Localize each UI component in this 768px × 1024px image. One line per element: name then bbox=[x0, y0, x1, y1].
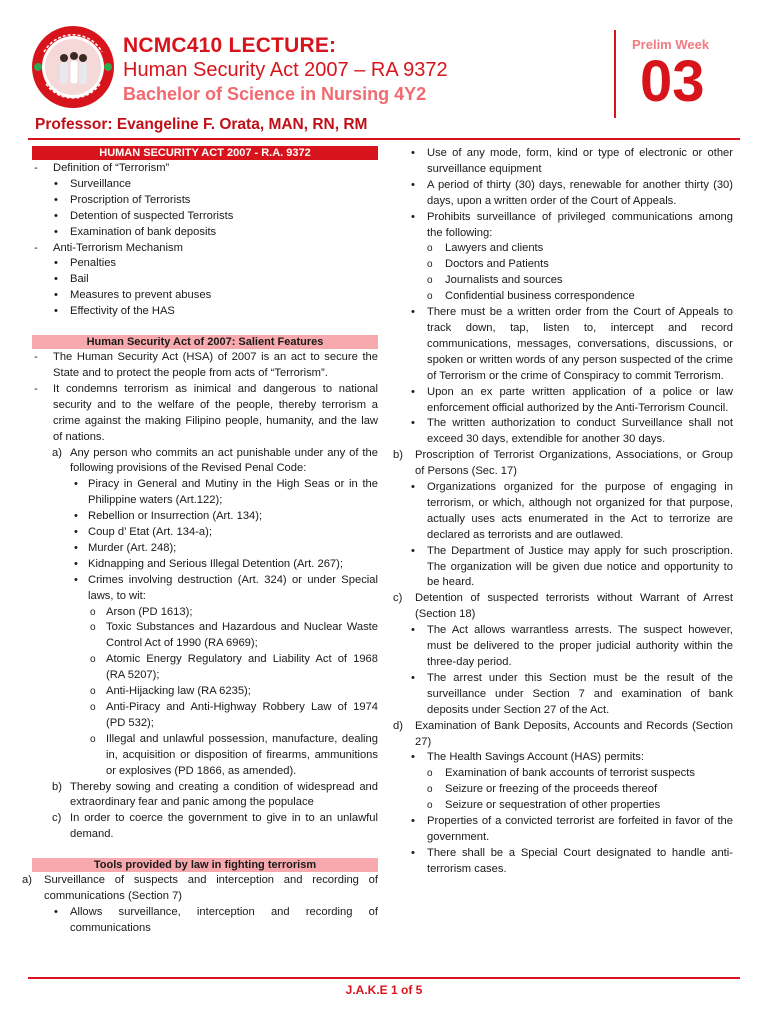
list-item: o Arson (PD 1613); bbox=[90, 605, 193, 618]
week-number: 03 bbox=[640, 49, 705, 114]
list-item: • There must be a written order from the Court of Appeals to track down, tap, listen to, intercept and record communications, messages, conversations, discussions, or spoken or written words of any person suspected of the crime of Terrorism or the crime of Conspiracy to commit Terrorism. bbox=[411, 306, 733, 382]
list-item: o Doctors and Patients bbox=[427, 258, 549, 271]
list-item: o Seizure or sequestration of other properties bbox=[427, 799, 661, 812]
list-item: • The Health Savings Account (HAS) permits: bbox=[411, 751, 645, 764]
list-item: c) In order to coerce the government to give in to an unlawful demand. bbox=[52, 812, 378, 841]
list-item: • Upon an ex parte written application of a police or law enforcement official authorized by the Anti-Terrorism Council. bbox=[411, 385, 733, 414]
list-item: b) Proscription of Terrorist Organizations, Associations, or Group of Persons (Sec. 17) bbox=[393, 449, 733, 478]
right-column bbox=[393, 146, 733, 878]
list-item: • Properties of a convicted terrorist are forfeited in favor of the government. bbox=[411, 815, 733, 843]
list-item: c) Detention of suspected terrorists without Warrant of Arrest (Section 18) bbox=[393, 592, 733, 621]
list-item: - Definition of “Terrorism” bbox=[34, 162, 170, 174]
list-item: • The arrest under this Section must be the result of the surveillance under Section 7 and examination of bank deposits under Section 27 of the Act. bbox=[411, 671, 733, 716]
list-item: - It condemns terrorism as inimical and dangerous to national security and to the welfare of the people, thereby terrorism a crime against the making Filipino people, humanity, and the law of nations. bbox=[34, 382, 378, 443]
list-item: o Lawyers and clients bbox=[427, 242, 544, 255]
list-item: • The written authorization to conduct Surveillance shall not exceed 30 days, extendible for another 30 days. bbox=[411, 417, 733, 446]
list-item: • Rebellion or Insurrection (Art. 134); bbox=[74, 510, 263, 523]
list-item: o Anti-Piracy and Anti-Highway Robbery Law of 1974 (PD 532); bbox=[90, 701, 378, 729]
list-item: d) Examination of Bank Deposits, Accounts and Records (Section 27) bbox=[393, 719, 733, 748]
list-item: o Examination of bank accounts of terrorist suspects bbox=[427, 767, 695, 780]
list-item: • Detention of suspected Terrorists bbox=[54, 209, 234, 222]
list-item: a) Surveillance of suspects and interception and recording of communications (Section 7) bbox=[22, 874, 378, 903]
list-item: • Bail bbox=[54, 273, 89, 286]
page-footer: J.A.K.E 1 of 5 bbox=[345, 983, 423, 997]
lecture-title: NCMC410 LECTURE: bbox=[123, 34, 337, 57]
list-item: • The Department of Justice may apply for such proscription. The organization will be given due notice and opportunity to be heard. bbox=[411, 544, 733, 589]
section-heading: Tools provided by law in fighting terrorism bbox=[32, 858, 378, 872]
list-item: • Penalties bbox=[54, 257, 117, 270]
list-item: • Proscription of Terrorists bbox=[54, 193, 191, 206]
list-item: • Murder (Art. 248); bbox=[74, 541, 177, 554]
list-item: • The Act allows warrantless arrests. The suspect however, must be delivered to the proper judicial authority within the three-day period. bbox=[411, 624, 733, 668]
list-item: • Prohibits surveillance of privileged communications among the following: bbox=[411, 210, 733, 239]
section-heading: HUMAN SECURITY ACT 2007 - R.A. 9372 bbox=[32, 146, 378, 160]
header-divider bbox=[614, 30, 616, 118]
list-item: - Anti-Terrorism Mechanism bbox=[34, 241, 183, 254]
list-item: • Organizations organized for the purpose of engaging in terrorism, or which, although not organized for that purpose, actually uses acts enumerated in the Act to terrorize are declared as terrorists and are outlawed. bbox=[411, 481, 733, 541]
professor-line: Professor: Evangeline F. Orata, MAN, RN, RM bbox=[35, 116, 368, 133]
page-header bbox=[0, 0, 768, 140]
course-name: Bachelor of Science in Nursing 4Y2 bbox=[123, 84, 427, 104]
list-item: • Crimes involving destruction (Art. 324) or under Special laws, to wit: bbox=[74, 573, 378, 602]
list-item: o Seizure or freezing of the proceeds thereof bbox=[427, 783, 658, 796]
list-item: • Piracy in General and Mutiny in the High Seas or in the Philippine waters (Art.122); bbox=[74, 478, 378, 507]
list-item: b) Thereby sowing and creating a condition of widespread and extraordinary fear and panic among the populace bbox=[52, 780, 378, 809]
list-item: o Anti-Hijacking law (RA 6235); bbox=[90, 685, 251, 698]
list-item: • Kidnapping and Serious Illegal Detention (Art. 267); bbox=[74, 557, 343, 570]
section-heading: Human Security Act of 2007: Salient Features bbox=[32, 335, 378, 349]
list-item: • Surveillance bbox=[54, 177, 131, 190]
list-item: • Effectivity of the HAS bbox=[54, 305, 175, 318]
list-item: o Journalists and sources bbox=[427, 274, 563, 287]
list-item: o Toxic Substances and Hazardous and Nuclear Waste Control Act of 1990 (RA 6969); bbox=[90, 621, 378, 650]
list-item: • Use of any mode, form, kind or type of electronic or other surveillance equipment bbox=[411, 147, 733, 175]
list-item: o Illegal and unlawful possession, manufacture, dealing in, acquisition or disposition of firearms, ammunitions or explosives (PD 1866, as amended). bbox=[90, 732, 378, 777]
header-rule bbox=[28, 138, 740, 140]
list-item: o Confidential business correspondence bbox=[427, 290, 635, 303]
list-item: • Examination of bank deposits bbox=[54, 225, 217, 238]
list-item: a) Any person who commits an act punishable under any of the following provisions of the Revised Penal Code: bbox=[52, 446, 378, 475]
list-item: o Atomic Energy Regulatory and Liability Act of 1968 (RA 5207); bbox=[90, 653, 378, 682]
list-item: • Allows surveillance, interception and recording of communications bbox=[54, 905, 378, 934]
list-item: • There shall be a Special Court designated to handle anti-terrorism cases. bbox=[411, 846, 733, 875]
list-item: • Measures to prevent abuses bbox=[54, 289, 212, 302]
list-item: - The Human Security Act (HSA) of 2007 is an act to secure the State and to protect the people from acts of “Terrorism”. bbox=[34, 351, 378, 379]
prelim-week-label: Prelim Week bbox=[632, 37, 710, 52]
reviewer-logo-icon bbox=[30, 24, 116, 110]
list-item: • Coup d’ Etat (Art. 134-a); bbox=[74, 526, 212, 539]
lecture-subtitle: Human Security Act 2007 – RA 9372 bbox=[123, 59, 448, 81]
list-item: • A period of thirty (30) days, renewable for another thirty (30) days, upon a written order of the Court of Appeals. bbox=[411, 178, 733, 207]
footer-rule bbox=[28, 977, 740, 979]
left-column bbox=[22, 146, 378, 937]
